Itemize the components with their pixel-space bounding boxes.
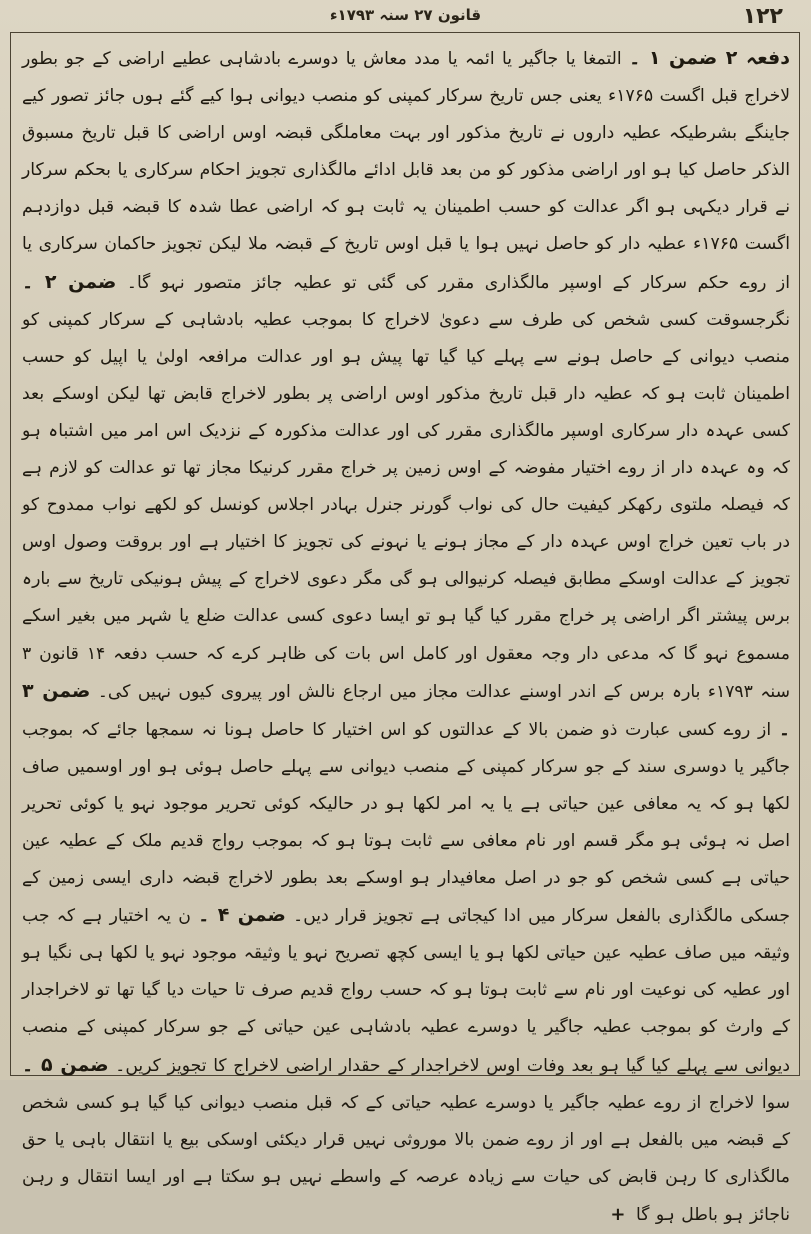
paragraph-text: سوا لاخراج از روے عطیہ جاگیر یا دوسرے عطیہ حیاتی کے کہ قبل منصب دیوانی کیا گیا ہو کسی شخص کے قبضہ میں بالفعل ہے اور از روے ضمن بالا موروثی نہیں قرار دیکئی اوسکی بیع یا انتقال باہی یا حق مالگذاری کا رہن قابض کی حیات سے زیادہ عرصہ کے واسطے نہیں ہو سکتا ہے اور ایسا انتقال و رہن ناجائز ہو باطل ہو گا — [22, 1092, 790, 1225]
page-header — [20, 4, 791, 30]
paragraph-text: التمغا یا جاگیر یا ائمہ یا مدد معاش یا دوسرے بادشاہی عطیے اراضی کے جو بطور لاخراج قبل اگست ۱۷۶۵ء یعنی جس تاریخ سرکار کمپنی کو منصب دیوانی ہوا کیے گئے ہوں جائز تصور کیے جاینگے بشرطیکہ عطیہ داروں نے تاریخ مذکور اور بہت معاملگی قبضہ اوس اراضی کا قبل تاریخ مسبوق الذکر حاصل کیا ہو اور اراضی مذکور کو من بعد قابل ادائے مالگذاری تجویز احکام سرکاری یا بحکم سرکار نے قرار دیکہی ہو اگر عدالت کو حسب اطمینان یہ ثابت ہو کہ اراضی عطا شدہ کا قبضہ قبل دوازدہم اگست ۱۷۶۵ء عطیہ دار کو حاصل نہیں ہوا یا قبل اوس تاریخ کے قبضہ ملا لیکن تجویز حاکمان سرکاری یا از روے حکم سرکار کے اوسپر مالگذاری مقرر کی گئی تو عطیہ جائز متصور نہو گا۔ — [22, 49, 791, 293]
paragraph-section-2-clause-1 — [22, 49, 790, 293]
end-mark: + — [610, 1203, 626, 1225]
page-number: ۱۲۲ — [742, 4, 783, 29]
clause-heading: ضمن ۴ ۔ — [198, 904, 286, 927]
clause-heading: ضمن ۲ ۔ — [22, 270, 117, 293]
paragraph-text: نگرجسوقت کسی شخص کی طرف سے دعویٰ لاخراج کا بموجب عطیہ بادشاہی کے سرکار کمپنی کو منصب دیوانی کے حاصل ہونے سے پہلے کیا گیا تھا پیش ہو اور عدالت مرافعہ اولیٰ یا اپیل کو حسب اطمینان ثابت ہو کہ عطیہ دار قبل تاریخ مذکور اوس اراضی پر بطور لاخراج قابض تھا لیکن اوسکے بعد کسی عہدہ دار سرکاری اوسپر مالگذاری مقرر کی اور عدالت مذکورہ کے نزدیک اس امر میں اشتباہ ہو کہ وہ عہدہ دار از روے اختیار مفوضہ کے اوس زمین پر خراج مقرر کرنیکا مجاز تھا تو عدالت کو لازم ہے کہ فیصلہ ملتوی رکھکر کیفیت حال کی نواب گورنر جنرل بہادر اجلاس کونسل کو لکھے نواب ممدوح کو در باب تعین خراج اوس عہدہ دار کے مجاز ہونے یا نہونے کی تجویز کا اختیار ہے اور بروقت وصول اوس تجویز کے عدالت اوسکے مطابق فیصلہ کرنیوالی ہو گی مگر دعوی لاخراج کے پیش ہونیکی تاریخ سے بارہ برس پیشتر اگر اراضی پر خراج مقرر کیا گیا ہو تو ایسا دعوی کسی عدالت ضلع یا شہر میں بغیر اسکے مسموع نہو گا کہ مدعی دار وجہ معقول اور کامل اس بات کی ظاہر کرے کہ حسب دفعہ ۱۴ قانون ۳ سنہ ۱۷۹۳ء بارہ برس کے اندر اوسنے عدالت مجاز میں ارجاع نالش اور پیروی کیوں نہیں کی۔ — [22, 309, 791, 702]
paragraph-clause-2 — [22, 270, 791, 702]
paragraph-text: ن یہ اختیار ہے کہ جب وثیقہ میں صاف عطیہ عین حیاتی لکھا ہو یا ایسی کچھ تصریح نہو یا وثیقہ موجود نہو یا لکھا ہی نگیا ہو اور عطیہ کی نوعیت اور نام سے ثابت ہوتا ہو کہ حسب رواج قدیم صرف تا حیات دیا گیا تھا تو لاخراجدار کے وارث کو بموجب عطیہ جاگیر یا دوسرے عطیہ بادشاہی عین حیاتی کے جو سرکار کمپنی کے منصب دیوانی سے پہلے کیا گیا ہو بعد وفات اوس لاخراجدار کے حقدار اراضی لاخراج کا تجویز کریں۔ — [22, 906, 791, 1076]
paragraph-clause-4 — [22, 906, 790, 1075]
paragraph-clause-3 — [22, 679, 790, 927]
page-body — [22, 40, 791, 1225]
section-heading: دفعہ ۲ ضمن ۱ ۔ — [629, 47, 790, 69]
running-head: قانون ۲۷ سنہ ۱۷۹۳ء — [329, 6, 482, 24]
paragraph-text: از روے کسی عبارت ذو ضمن بالا کے عدالتوں کو اس اختیار کا حاصل ہونا نہ سمجھا جائے کہ بموجب جاگیر یا دوسری سند کے جو سرکار کمپنی کے منصب دیوانی سے پہلے حاصل ہوئی ہو اور اوسمیں صاف لکھا ہو کہ یہ معافی عین حیاتی ہے یا یہ امر لکھا ہو در حالیکہ کوئی تحریر موجود نہو یا کوئی تحریر اصل نہ ہوئی ہو مگر قسم اور نام معافی سے ثابت ہوتا ہو کہ بموجب رواج قدیم ملک کے عطیہ عین حیاتی ہے کسی شخص کو جو در اصل معافیدار ہو اوسکے بعد بطور لاخراج قبضہ داری ایسی زمین کے جسکی مالگذاری بالفعل سرکار میں ادا کیجاتی ہے تجویز قرار دیں۔ — [22, 719, 790, 927]
clause-heading: ضمن ۳ ۔ — [22, 679, 790, 740]
clause-heading: ضمن ۵ ۔ — [22, 1053, 109, 1076]
paragraph-clause-5 — [22, 1053, 790, 1225]
